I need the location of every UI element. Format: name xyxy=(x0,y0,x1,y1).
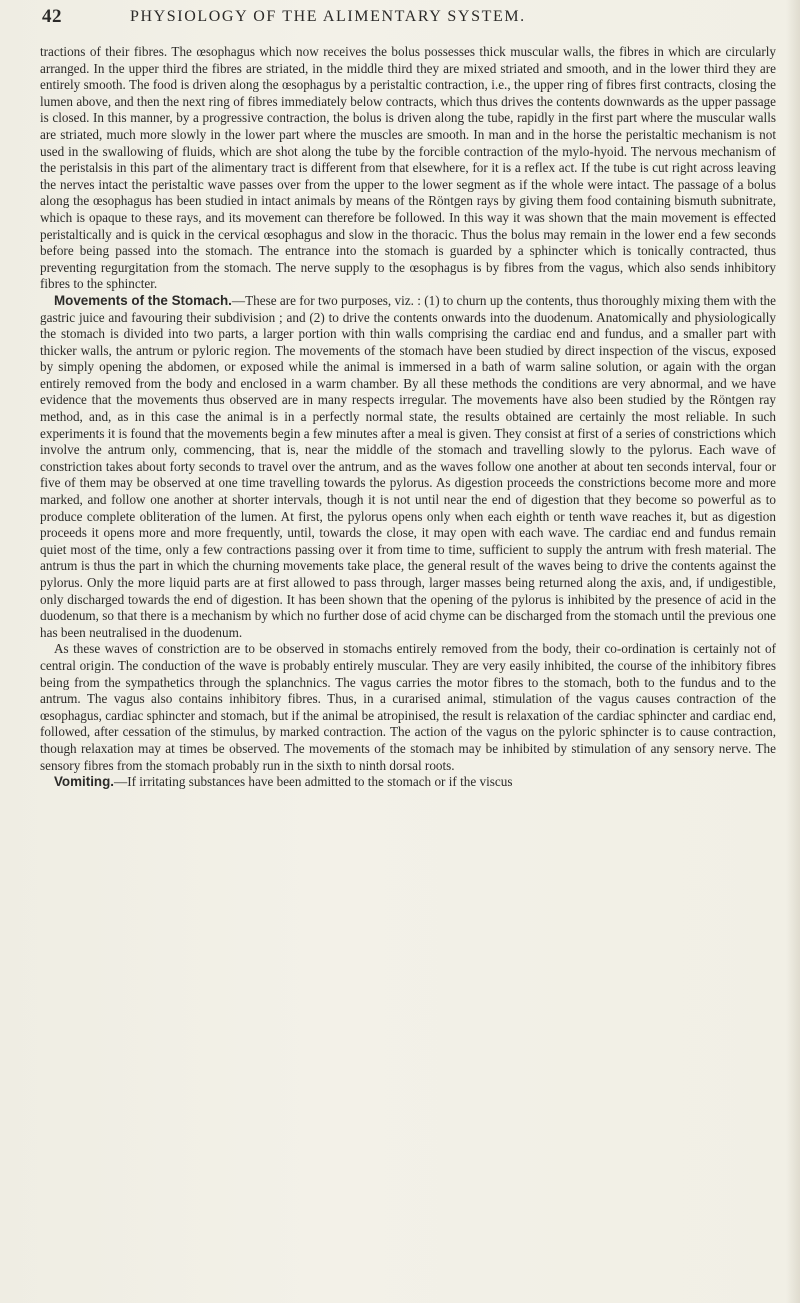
page-edge-shadow xyxy=(786,0,800,1303)
page-header xyxy=(42,6,760,34)
paragraph-text: tractions of their fibres. The œsophagus which now receives the bolus possesses thick muscular walls, the fibres in which are circularly arranged. In the upper third the fibres are striated, in the middle third they are mixed striated and smooth, and in the lower third they are entirely smooth. The food is driven along the œsophagus by a peristaltic contraction, i.e., the upper ring of fibres first contracts, closing the lumen above, and then the next ring of fibres immediately below contracts, which thus drives the contents downwards as the upper passage is closed. In this manner, by a progressive contraction, the bolus is driven along the tube, rapidly in the first part where the muscular walls are striated, much more slowly in the lower part where the muscles are smooth. In man and in the horse the peristaltic mechanism is not used in the swallowing of fluids, which are shot along the tube by the forcible contraction of the mylo-hyoid. The nervous mechanism of the peristalsis in this part of the alimentary tract is different from that elsewhere, for it is a reflex act. If the tube is cut right across leaving the nerves intact the peristaltic wave passes over from the upper to the lower segment as if the whole were intact. The passage of a bolus along the œsophagus has been studied in intact animals by means of the Röntgen rays by giving them food containing bismuth subnitrate, which is opaque to these rays, and its movement can therefore be followed. In this way it was shown that the main movement is effected peristaltically and is quick in the cervical œsophagus and slow in the thoracic. Thus the bolus may remain in the lower end a few seconds before being passed into the stomach. The entrance into the stomach is guarded by a sphincter which is tonically contracted, thus preventing regurgitation from the stomach. The nerve supply to the œsophagus is by fibres from the vagus, which also sends inhibitory fibres to the sphincter. xyxy=(40,44,776,292)
page-number: 42 xyxy=(42,6,62,27)
paragraph-constriction-waves xyxy=(40,641,776,774)
paragraph-text: —If irritating substances have been admitted to the stomach or if the viscus xyxy=(114,774,513,790)
paragraph-text: —These are for two purposes, viz. : (1) to churn up the contents, thus thoroughly mixing them with the gastric juice and favouring their subdivision ; and (2) to drive the contents onwards into the duodenum. Anatomically and physiologically the stomach is divided into two parts, a larger portion with thin walls comprising the cardiac end and fundus, and a smaller part with thicker walls, the antrum or pyloric region. The movements of the stomach have been studied by direct inspection of the viscus, exposed by simply opening the abdomen, or exposed while the animal is immersed in a bath of warm saline solution, or again with the organ entirely removed from the body and enclosed in a warm chamber. By all these methods the conditions are very abnormal, and we have evidence that the movements thus observed are in many respects irregular. The movements have also been studied by the Röntgen ray method, and, as in this case the animal is in a perfectly normal state, the results obtained are certainly the most reliable. In such experiments it is found that the movements begin a few minutes after a meal is given. They consist at first of a series of constrictions which involve the antrum only, commencing, that is, near the middle of the stomach and travelling slowly to the pylorus. Each wave of constriction takes about forty seconds to travel over the antrum, and as the waves follow one another at about ten seconds interval, four or five of them may be observed at one time travelling towards the pylorus. As digestion proceeds the constrictions become more and more marked, and follow one another at shorter intervals, though it is not until near the end of digestion that they become so powerful as to produce complete obliteration of the lumen. At first, the pylorus opens only when each eighth or tenth wave reaches it, but as digestion proceeds it opens more and more frequently, until, towards the close, it may open with each wave. The cardiac end and fundus remain quiet most of the time, only a few contractions passing over it from time to time, sufficient to supply the antrum with fresh material. The antrum is thus the part in which the churning movements take place, the general result of the waves being to drive the contents against the pylorus. Only the more liquid parts are at first allowed to pass through, larger masses being returned along the axis, and, if undigestible, only discharged towards the end of digestion. It has been shown that the opening of the pylorus is inhibited by the presence of acid in the duodenum, so that there is a mechanism by which no further dose of acid chyme can be discharged from the stomach until the previous one has been neutralised in the duodenum. xyxy=(40,292,776,640)
paragraph-vomiting xyxy=(40,774,776,791)
section-heading-vomiting: Vomiting. xyxy=(54,774,115,790)
running-head: PHYSIOLOGY OF THE ALIMENTARY SYSTEM. xyxy=(130,8,526,25)
paragraph-oesophagus xyxy=(40,44,776,293)
paragraph-stomach-movements xyxy=(40,293,776,641)
paragraph-text: As these waves of constriction are to be observed in stomachs entirely removed from the body, their co-ordination is certainly not of central origin. The conduction of the wave is probably entirely muscular. They are very easily inhibited, the course of the inhibitory fibres being from the sympathetics through the splanchnics. The vagus carries the motor fibres to the stomach, both to the fundus and to the antrum. The vagus also contains inhibitory fibres. Thus, in a curarised animal, stimulation of the vagus causes contraction of the œsophagus, cardiac sphincter and stomach, but if the animal be atropinised, the result is relaxation of the cardiac sphincter and cardiac end, followed, after cessation of the stimulus, by marked contraction. The action of the vagus on the pyloric sphincter is to cause contraction, though relaxation may at times be observed. The movements of the stomach may be inhibited by stimulation of any sensory nerve. The sensory fibres from the stomach probably run in the sixth to ninth dorsal roots. xyxy=(40,641,776,773)
section-heading-stomach: Movements of the Stomach. xyxy=(54,292,232,308)
body-text xyxy=(40,44,776,791)
